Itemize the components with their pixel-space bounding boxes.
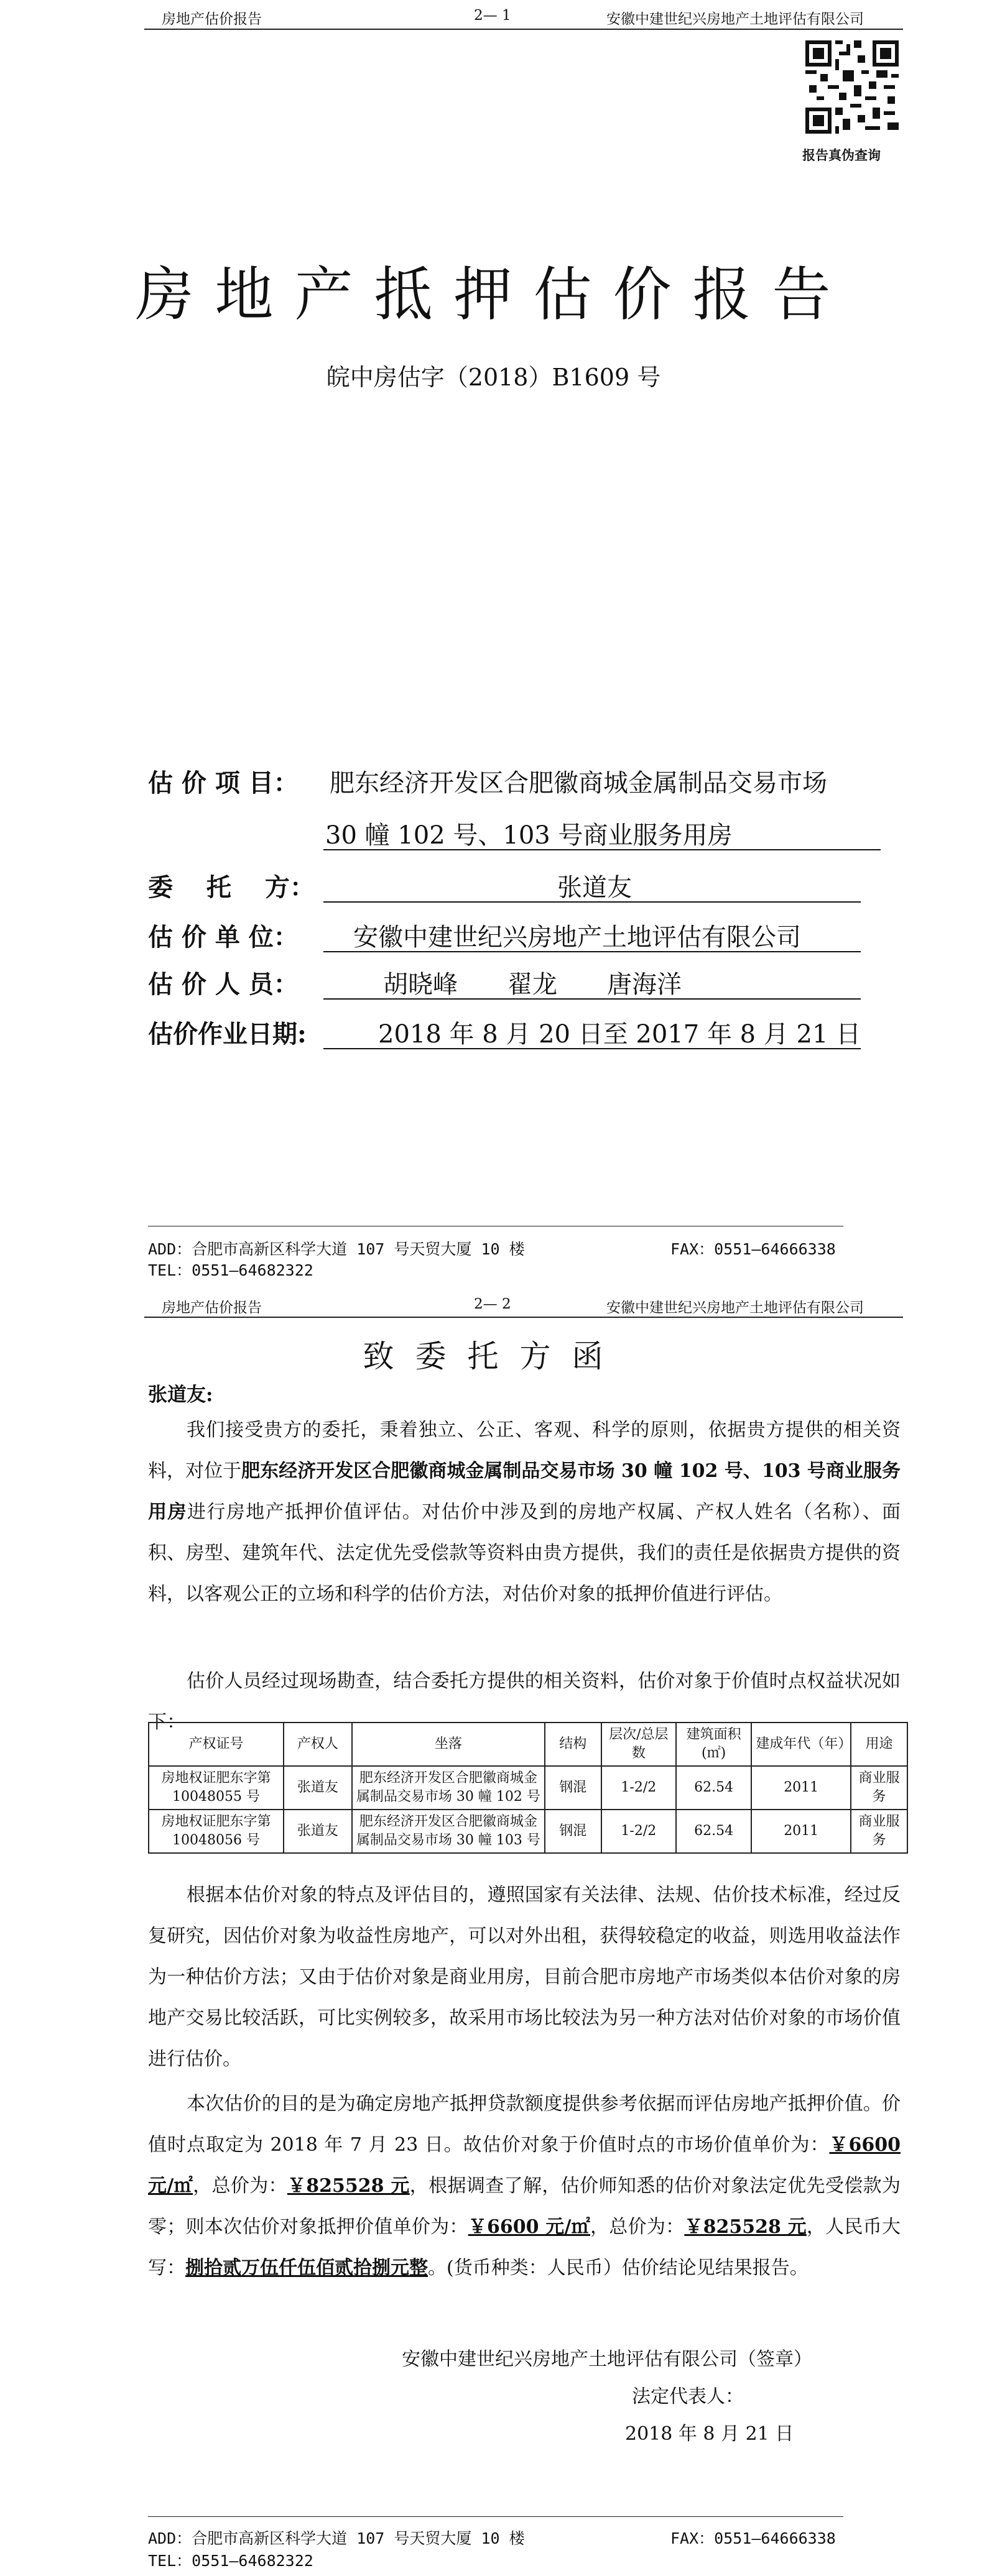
- header-rule: [144, 29, 903, 30]
- text: ，总价为：: [590, 2216, 685, 2238]
- table-row: [149, 1766, 907, 1810]
- field-value: 胡晓峰 翟龙 唐海洋: [383, 970, 682, 999]
- footer-tel: TEL：0551—64682322: [148, 1261, 313, 1279]
- report-title: 房地产抵押估价报告: [135, 261, 852, 329]
- signature-date: 2018 年 8 月 21 日: [625, 2423, 794, 2445]
- cell: 62.54: [676, 1766, 752, 1810]
- cell: 房地权证肥东字第 10048055 号: [149, 1766, 284, 1810]
- cell: 2011: [751, 1810, 851, 1853]
- paragraph-1: [148, 1410, 901, 1615]
- cell: 钢混: [545, 1766, 601, 1810]
- header-right: 安徽中建世纪兴房地产土地评估有限公司: [606, 1300, 864, 1316]
- cell: 肥东经济开发区合肥徽商城金属制品交易市场 30 幢 102 号: [352, 1766, 545, 1810]
- paragraph-2: 估价人员经过现场勘查，结合委托方提供的相关资料，估价对象于价值时点权益状况如下：: [148, 1670, 901, 1733]
- property-name: 肥东经济开发区合肥徽商城金属制品交易市场 30 幢 102 号、103 号商业服务用房: [148, 1460, 901, 1523]
- table-header-row: [149, 1723, 907, 1766]
- text: 本次估价的目的是为确定房地产抵押贷款额度提供参考依据而评估房地产抵押价值。价值时点取定为 2018 年 7 月 23 日。故估价对象于价值时点的市场价值单价为：: [148, 2093, 901, 2156]
- cell: 62.54: [676, 1810, 752, 1853]
- header-center: 2— 1: [474, 7, 511, 24]
- signature-representative: 法定代表人：: [632, 2386, 744, 2408]
- col-header: 用途: [851, 1723, 907, 1766]
- cell: 2011: [751, 1766, 851, 1810]
- text: ，总价为：: [193, 2175, 287, 2197]
- underline: [323, 849, 881, 850]
- footer-rule: [148, 2516, 843, 2517]
- paragraph-4: [148, 2084, 901, 2289]
- cell: 商业服务: [851, 1810, 907, 1853]
- footer-fax: FAX：0551—64666338: [670, 1240, 836, 1258]
- field-value: 30 幢 102 号、103 号商业服务用房: [325, 821, 733, 850]
- footer-tel: TEL：0551—64682322: [148, 2552, 313, 2570]
- field-label: 估价作业日期:: [148, 1019, 307, 1049]
- col-header: 产权证号: [149, 1723, 284, 1766]
- cell: 1-2/2: [601, 1766, 676, 1810]
- col-header: 坐落: [352, 1723, 545, 1766]
- underline: [323, 901, 861, 903]
- text: ，根据调查了解，估价师知悉的估价对象法定优先受偿款为零；则本次估价对象抵押价值单价为：: [148, 2175, 901, 2238]
- cell: 房地权证肥东字第 10048056 号: [149, 1810, 284, 1853]
- field-label: 估 价 人 员：: [148, 970, 299, 999]
- footer-address: ADD：合肥市高新区科学大道 107 号天贸大厦 10 楼: [148, 2529, 525, 2547]
- header-right: 安徽中建世纪兴房地产土地评估有限公司: [606, 11, 864, 27]
- qr-code-icon[interactable]: [805, 40, 899, 134]
- cell: 1-2/2: [601, 1810, 676, 1853]
- paragraph-3: 根据本估价对象的特点及评估目的，遵照国家有关法律、法规、估价技术标准，经过反复研究，因估价对象为收益性房地产，可以对外出租，获得较稳定的收益，则选用收益法作为一种估价方法；又由于估价对象是商业用房，目前合肥市房地产市场类似本估价对象的房地产交易比较活跃，可比实例较多，故采用市场比较法为另一种方法对估价对象的市场价值进行估价。: [148, 1884, 901, 2070]
- cell: 肥东经济开发区合肥徽商城金属制品交易市场 30 幢 103 号: [352, 1810, 545, 1853]
- field-value: 肥东经济开发区合肥徽商城金属制品交易市场: [330, 769, 827, 798]
- field-label: 估 价 项 目：: [148, 768, 299, 798]
- underline: [323, 998, 861, 1000]
- field-value: 2018 年 8 月 20 日至 2017 年 8 月 21 日: [378, 1020, 861, 1049]
- mortgage-total-price: ￥825528 元: [684, 2216, 807, 2238]
- text: ，人民币大写：: [148, 2216, 901, 2279]
- letter-title: 致委托方函: [363, 1338, 624, 1374]
- header-left: 房地产估价报告: [162, 11, 262, 27]
- text: 我们接受贵方的委托，秉着独立、公正、客观、科学的原则，依据贵方提供的相关资料，对位于: [148, 1419, 901, 1482]
- mortgage-unit-price: ￥6600 元/㎡: [468, 2216, 590, 2238]
- col-header: 层次/总层数: [601, 1723, 676, 1766]
- cell: 商业服务: [851, 1766, 907, 1810]
- document-number: 皖中房估字（2018）B1609 号: [326, 364, 661, 391]
- col-header: 建筑面积(㎡): [676, 1723, 752, 1766]
- price-in-words: 捌拾贰万伍仟伍佰贰拾捌元整: [185, 2257, 428, 2279]
- cell: 张道友: [284, 1766, 352, 1810]
- footer-address: ADD：合肥市高新区科学大道 107 号天贸大厦 10 楼: [148, 1240, 525, 1258]
- header-center: 2— 2: [474, 1296, 511, 1312]
- col-header: 产权人: [284, 1723, 352, 1766]
- field-value: 安徽中建世纪兴房地产土地评估有限公司: [353, 923, 801, 952]
- underline: [323, 951, 861, 952]
- qr-caption: 报告真伪查询: [802, 147, 881, 163]
- market-total-price: ￥825528 元: [287, 2175, 410, 2197]
- header-rule: [144, 1317, 903, 1318]
- table-row: [149, 1810, 907, 1853]
- field-label: 委 托 方：: [148, 873, 315, 902]
- underline: [323, 1048, 861, 1049]
- market-unit-price: ￥6600 元/㎡: [148, 2134, 901, 2197]
- header-left: 房地产估价报告: [162, 1300, 262, 1316]
- text: 。(货币种类：人民币）估价结论见结果报告。: [428, 2257, 809, 2279]
- col-header: 结构: [545, 1723, 601, 1766]
- field-value: 张道友: [557, 873, 632, 902]
- property-table: [148, 1722, 908, 1854]
- salutation: 张道友:: [148, 1384, 213, 1406]
- text: 进行房地产抵押价值评估。对估价中涉及到的房地产权属、产权人姓名（名称）、面积、房型、建筑年代、法定优先受偿款等资料由贵方提供，我们的责任是依据贵方提供的资料，以客观公正的立场和科学的估价方法，对估价对象的抵押价值进行评估。: [148, 1501, 901, 1605]
- footer-fax: FAX：0551—64666338: [670, 2529, 836, 2547]
- col-header: 建成年代（年）: [751, 1723, 851, 1766]
- cell: 钢混: [545, 1810, 601, 1853]
- field-label: 估 价 单 位：: [148, 922, 299, 952]
- cell: 张道友: [284, 1810, 352, 1853]
- signature-company: 安徽中建世纪兴房地产土地评估有限公司（签章）: [402, 2348, 812, 2370]
